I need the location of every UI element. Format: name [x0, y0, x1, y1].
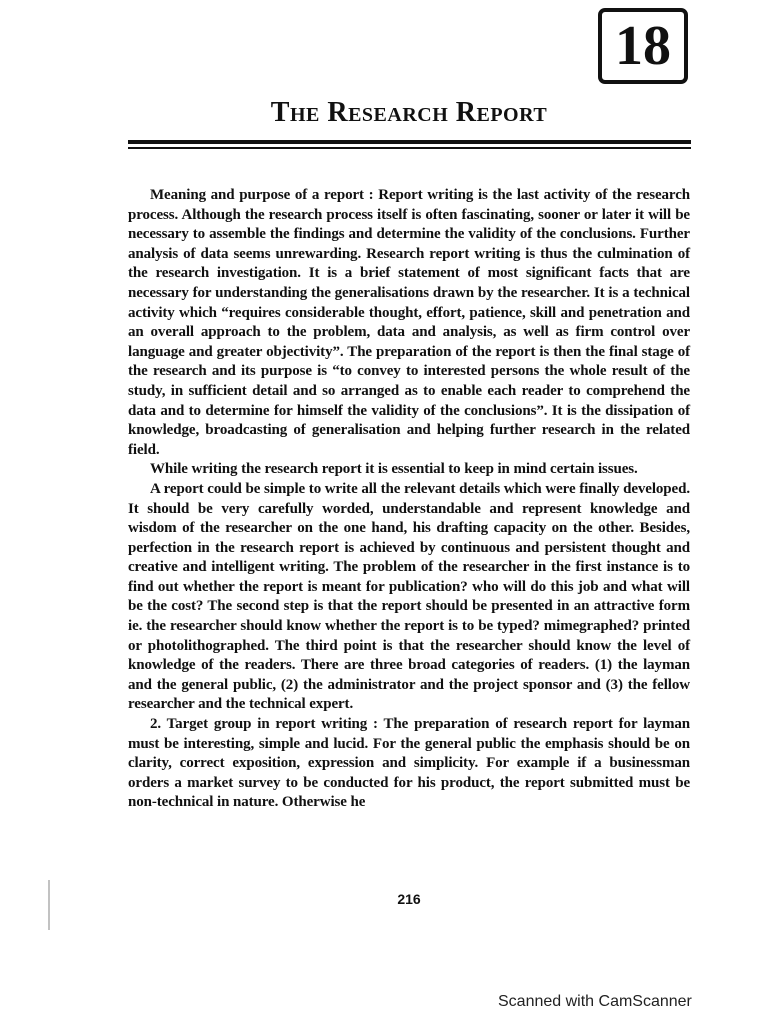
paragraph-meaning-purpose [128, 186, 690, 460]
paragraph-target-group [128, 715, 690, 813]
paragraph-heading: 2. Target group in report writing : [150, 716, 378, 733]
paragraph-issues [128, 460, 690, 480]
paragraph-report-writing [128, 480, 690, 715]
page-edge-mark [48, 880, 50, 930]
scanner-watermark: Scanned with CamScanner [498, 993, 692, 1010]
chapter-title: The Research Report [270, 97, 548, 128]
page-number: 216 [397, 891, 421, 907]
paragraph-text: The preparation of research report for layman must be interesting, simple and lucid. For the general public the emphasis should be on clarity, correct exposition, expression and simplicity. For example if a businessman orders a market survey to be conducted for his product, the report submitted must be non-technical in nature. Otherwise he [128, 716, 690, 811]
title-rule-thick [128, 140, 691, 144]
title-rule-thin [128, 147, 691, 149]
chapter-number: 18 [615, 15, 671, 77]
body-text [128, 186, 690, 813]
paragraph-text: While writing the research report it is essential to keep in mind certain issues. [150, 461, 638, 478]
chapter-number-box [598, 8, 688, 84]
paragraph-text: A report could be simple to write all the relevant details which were finally developed. It should be very carefully worded, understandable and represent knowledge and wisdom of the researcher on the one hand, his drafting capacity on the other. Besides, perfection in the research report is achieved by continuous and persistent thought and creative and intelligent writing. The problem of the researcher in the first instance is to find out whether the report is meant for publication? who will do this job and what will be the cost? The second step is that the report should be presented in an attractive form ie. the researcher should know whether the report is to be typed? mimegraphed? printed or photolithographed. The third point is that the researcher should know the level of knowledge of the readers. There are three broad categories of readers. (1) the layman and the general public, (2) the administrator and the project sponsor and (3) the fellow researcher and the technical expert. [128, 480, 690, 713]
paragraph-heading: Meaning and purpose of a report : [150, 187, 374, 203]
paragraph-text: Report writing is the last activity of the research process. Although the research process itself is often fascinating, sooner or later it will be necessary to assemble the findings and determine the validity of the conclusions. Further analysis of data seems unrewarding. Research report writing is thus the culmination of the research investigation. It is a brief statement of most significant facts that are necessary for understanding the generalisations drawn by the researcher. It is a technical activity which “requires considerable thought, effort, patience, skill and penetration and an overall approach to the problem, data and analysis, as well as firm control over language and greater objectivity”. The preparation of the report is then the final stage of the research and its purpose is “to convey to interested persons the whole result of the study, in sufficient detail and so arranged as to enable each reader to comprehend the data and to determine for himself the validity of the conclusions”. It is the dissipation of knowledge, broadcasting of generalisation and helping further research in the related field. [128, 187, 690, 458]
